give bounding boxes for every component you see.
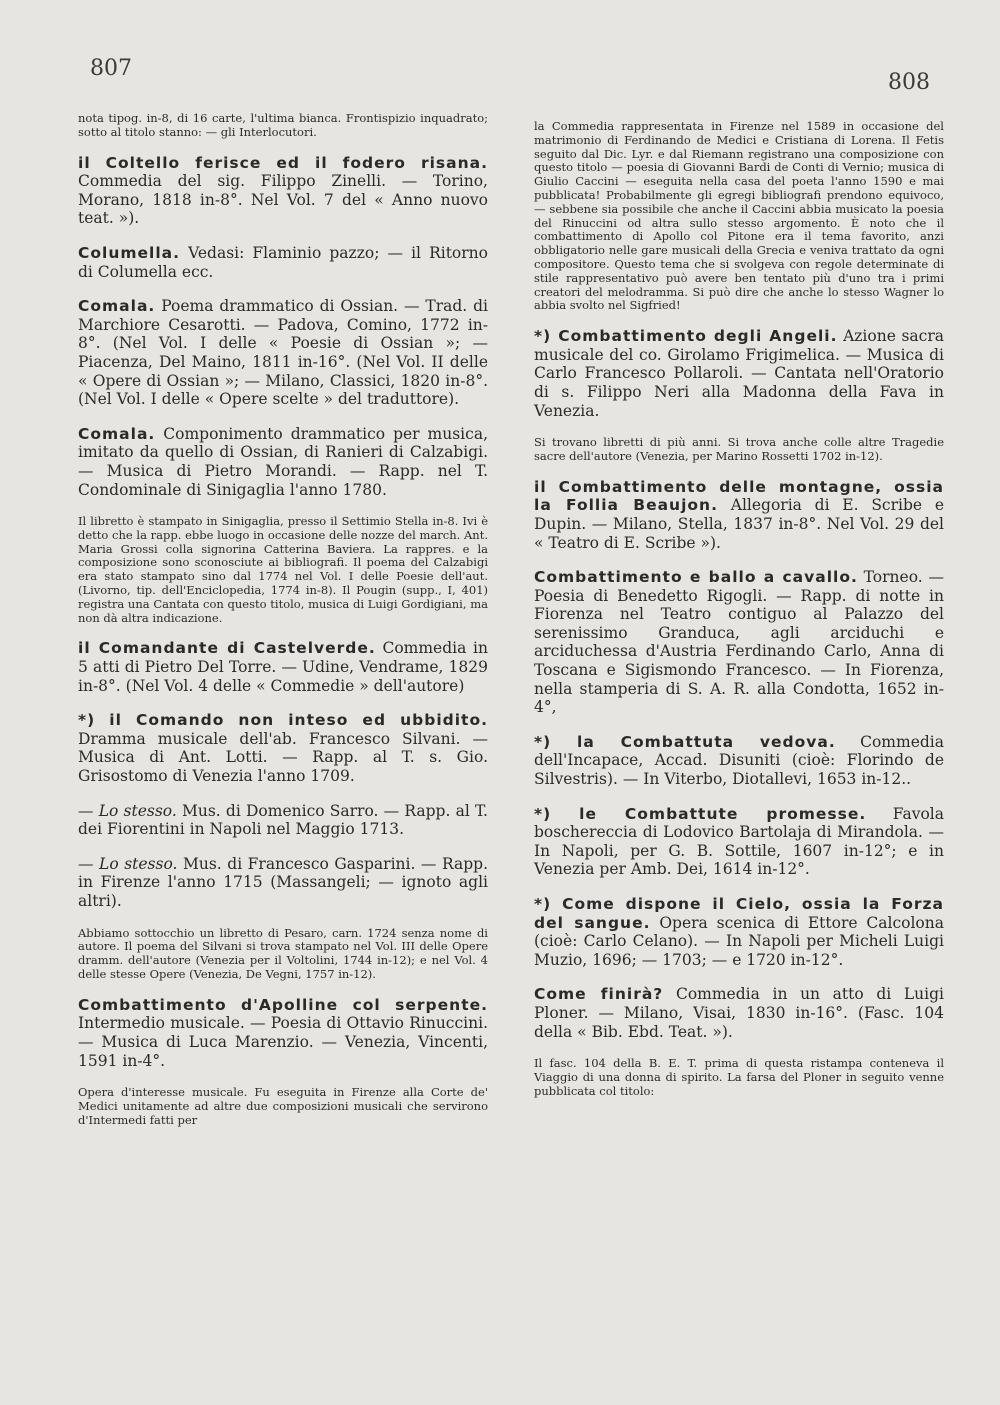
entry: [534, 985, 944, 1041]
entry-text: Allegoria di E. Scribe e Dupin. — Milano, Stella, 1837 in-8°. Nel Vol. 29 del « Teatro di E. Scribe »).: [534, 496, 945, 552]
note: Il fasc. 104 della B. E. T. prima di questa ristampa conteneva il Viaggio di una donna di spirito. La farsa del Ploner in seguito venne pubblicata col titolo:: [534, 1056, 944, 1098]
entry: [78, 996, 488, 1070]
entry-text: Commedia in 5 atti di Pietro Del Torre. — Udine, Vendrame, 1829 in-8°. (Nel Vol. 4 delle « Commedie » dell'autore): [78, 639, 488, 695]
entry-heading: Comala.: [78, 424, 156, 443]
entry: [534, 733, 944, 789]
entry-heading: Combattimento d'Apolline col serpente.: [78, 995, 488, 1014]
entry: [534, 568, 944, 717]
entry-heading: *) la Combattuta vedova.: [534, 732, 836, 751]
entry: [78, 244, 488, 281]
entry: [534, 895, 944, 969]
entry-heading: *) il Comando non inteso ed ubbidito.: [78, 711, 488, 730]
page-number-right: 808: [888, 70, 930, 95]
entry: [78, 297, 488, 409]
right-column: [534, 120, 944, 1113]
note: Il libretto è stampato in Sinigaglia, presso il Settimio Stella in-8. Ivi è detto che la rapp. ebbe luogo in occasione delle nozze del march. Ant. Maria Grossi colla signorina Catterina Baviera. La rappres. e la composizione sono sconosciute ai bibliografi. Il poema del Calzabigi era stato stampato sino dal 1774 nel Vol. I delle Poesie dell'aut. (Livorno, tip. dell'Enciclopedia, 1774 in-8). Il Pougin (supp., I, 401) registra una Cantata con questo titolo, musica di Luigi Gordigiani, ma non dà altra indicazione.: [78, 514, 488, 625]
note: Si trovano libretti di più anni. Si trova anche colle altre Tragedie sacre dell'autore (Venezia, per Marino Rossetti 1702 in-12).: [534, 435, 944, 463]
entry-heading: — Lo stesso.: [78, 854, 178, 873]
entry: [534, 805, 944, 879]
entry: [78, 711, 488, 785]
entry-text: Torneo. — Poesia di Benedetto Rigogli. — Rapp. di notte in Fiorenza nel Teatro contiguo al Palazzo del serenissimo Granduca, agli arciduchi e arciduchessa d'Austria Ferdinando Carlo, Anna di Toscana e Sigismondo Francesco. — In Fiorenza, nella stamperia di S. A. R. alla Condotta, 1652 in-4°,: [534, 568, 944, 717]
left-column: [78, 112, 488, 1142]
entry-heading: Comala.: [78, 297, 156, 316]
entry-text: Opera scenica di Ettore Calcolona (cioè: Carlo Celano). — In Napoli per Micheli Luigi Muzio, 1696; — 1703; — e 1720 in-12°.: [534, 913, 944, 969]
entry-heading: Come finirà?: [534, 985, 664, 1004]
entry-heading: *) le Combattute promesse.: [534, 804, 867, 823]
entry: [78, 154, 488, 228]
entry-text: Dramma musicale dell'ab. Francesco Silvani. — Musica di Ant. Lotti. — Rapp. al T. s. Gio. Grisostomo di Venezia l'anno 1709.: [78, 729, 488, 786]
entry-heading: — Lo stesso.: [78, 801, 177, 820]
entry-heading: *) Combattimento degli Angeli.: [534, 327, 838, 346]
entry: [534, 327, 944, 420]
entry: [534, 478, 944, 552]
entry: [78, 425, 488, 499]
entry: [78, 639, 488, 695]
entry-text: Commedia dell'Incapace, Accad. Disuniti (cioè: Florindo de Silvestris). — In Viterbo, Diotallevi, 1653 in-12..: [534, 732, 944, 789]
entry-text: Intermedio musicale. — Poesia di Ottavio Rinuccini. — Musica di Luca Marenzio. — Venezia, Vincenti, 1591 in-4°.: [78, 1014, 488, 1070]
entry-text: Commedia in un atto di Luigi Ploner. — Milano, Visai, 1830 in-16°. (Fasc. 104 della « Bib. Ebd. Teat. »).: [534, 985, 944, 1041]
entry-text: Mus. di Francesco Gasparini. — Rapp. in Firenze l'anno 1715 (Massangeli; — ignoto agli altri).: [78, 854, 488, 910]
entry: [78, 802, 488, 839]
entry-text: Vedasi: Flaminio pazzo; — il Ritorno di Columella ecc.: [78, 243, 488, 281]
entry-heading: Columella.: [78, 243, 181, 262]
entry-heading: il Comandante di Castelverde.: [78, 639, 376, 658]
note: la Commedia rappresentata in Firenze nel 1589 in occasione del matrimonio di Ferdinando de Medici e Cristiana di Lorena. Il Fetis seguito dal Dic. Lyr. e dal Riemann registrano una composizione con questo titolo — poesia di Giovanni Bardi de Conti di Vernio; musica di Giulio Caccini — eseguita nella casa del poeta l'anno 1590 e mai pubblicata! Probabilmente gli egregi bibliografi prendono equivoco, — sebbene sia possibile che anche il Caccini abbia musicato la poesia del Rinuccini od altra sullo stesso argomento. È noto che il combattimento di Apollo col Pitone era il tema favorito, anzi obbligatorio nelle gare musicali della Grecia e veniva trattato da ogni compositore. Questo tema che si svolgeva con regole determinate di stile rappresentativo può avere ben tentato più d'uno tra i primi creatori del melodramma. Si può dire che anche lo stesso Wagner lo abbia svolto nel Sigfried!: [534, 119, 944, 313]
entry-text: Azione sacra musicale del co. Girolamo Frigimelica. — Musica di Carlo Francesco Pollaroli. — Cantata nell'Oratorio di s. Filippo Neri alla Madonna della Fava in Venezia.: [534, 327, 944, 420]
entry-heading: Combattimento e ballo a cavallo.: [534, 568, 858, 587]
note: nota tipog. in-8, di 16 carte, l'ultima bianca. Frontispizio inquadrato; sotto al titolo stanno: — gli Interlocutori.: [78, 111, 488, 139]
entry-text: Commedia del sig. Filippo Zinelli. — Torino, Morano, 1818 in-8°. Nel Vol. 7 del « Anno nuovo teat. »).: [78, 172, 488, 228]
entry: [78, 855, 488, 911]
entry-text: Componimento drammatico per musica, imitato da quello di Ossian, di Ranieri di Calzabigi. — Musica di Pietro Morandi. — Rapp. nel T. Condominale di Sinigaglia l'anno 1780.: [78, 424, 488, 499]
page-number-left: 807: [90, 56, 132, 81]
entry-text: Mus. di Domenico Sarro. — Rapp. al T. dei Fiorentini in Napoli nel Maggio 1713.: [78, 801, 488, 839]
entry-heading: il Combattimento delle montagne, ossia la Follia Beaujon.: [534, 477, 944, 515]
entry-text: Favola boschereccia di Lodovico Bartolaja di Mirandola. — In Napoli, per G. B. Sottile, 1607 in-12°; e in Venezia per Amb. Dei, 1614 in-12°.: [534, 804, 944, 879]
note: Opera d'interesse musicale. Fu eseguita in Firenze alla Corte de' Medici unitamente ad altre due composizioni musicali che servirono d'Intermedi fatti per: [78, 1085, 488, 1127]
entry-heading: *) Come dispone il Cielo, ossia la Forza del sangue.: [534, 895, 944, 932]
note: Abbiamo sottocchio un libretto di Pesaro, carn. 1724 senza nome di autore. Il poema del Silvani si trova stampato nel Vol. III delle Opere dramm. dell'autore (Venezia per il Voltolini, 1744 in-12); e nel Vol. 4 delle stesse Opere (Venezia, De Vegni, 1757 in-12).: [78, 925, 488, 981]
entry-heading: il Coltello ferisce ed il fodero risana.: [78, 153, 488, 172]
entry-text: Poema drammatico di Ossian. — Trad. di Marchiore Cesarotti. — Padova, Comino, 1772 in-8°. (Nel Vol. I delle « Poesie di Ossian »; — Piacenza, Del Maino, 1811 in-16°. (Nel Vol. II delle « Opere di Ossian »; — Milano, Classici, 1820 in-8°. (Nel Vol. I delle « Opere scelte » del traduttore).: [78, 297, 488, 409]
